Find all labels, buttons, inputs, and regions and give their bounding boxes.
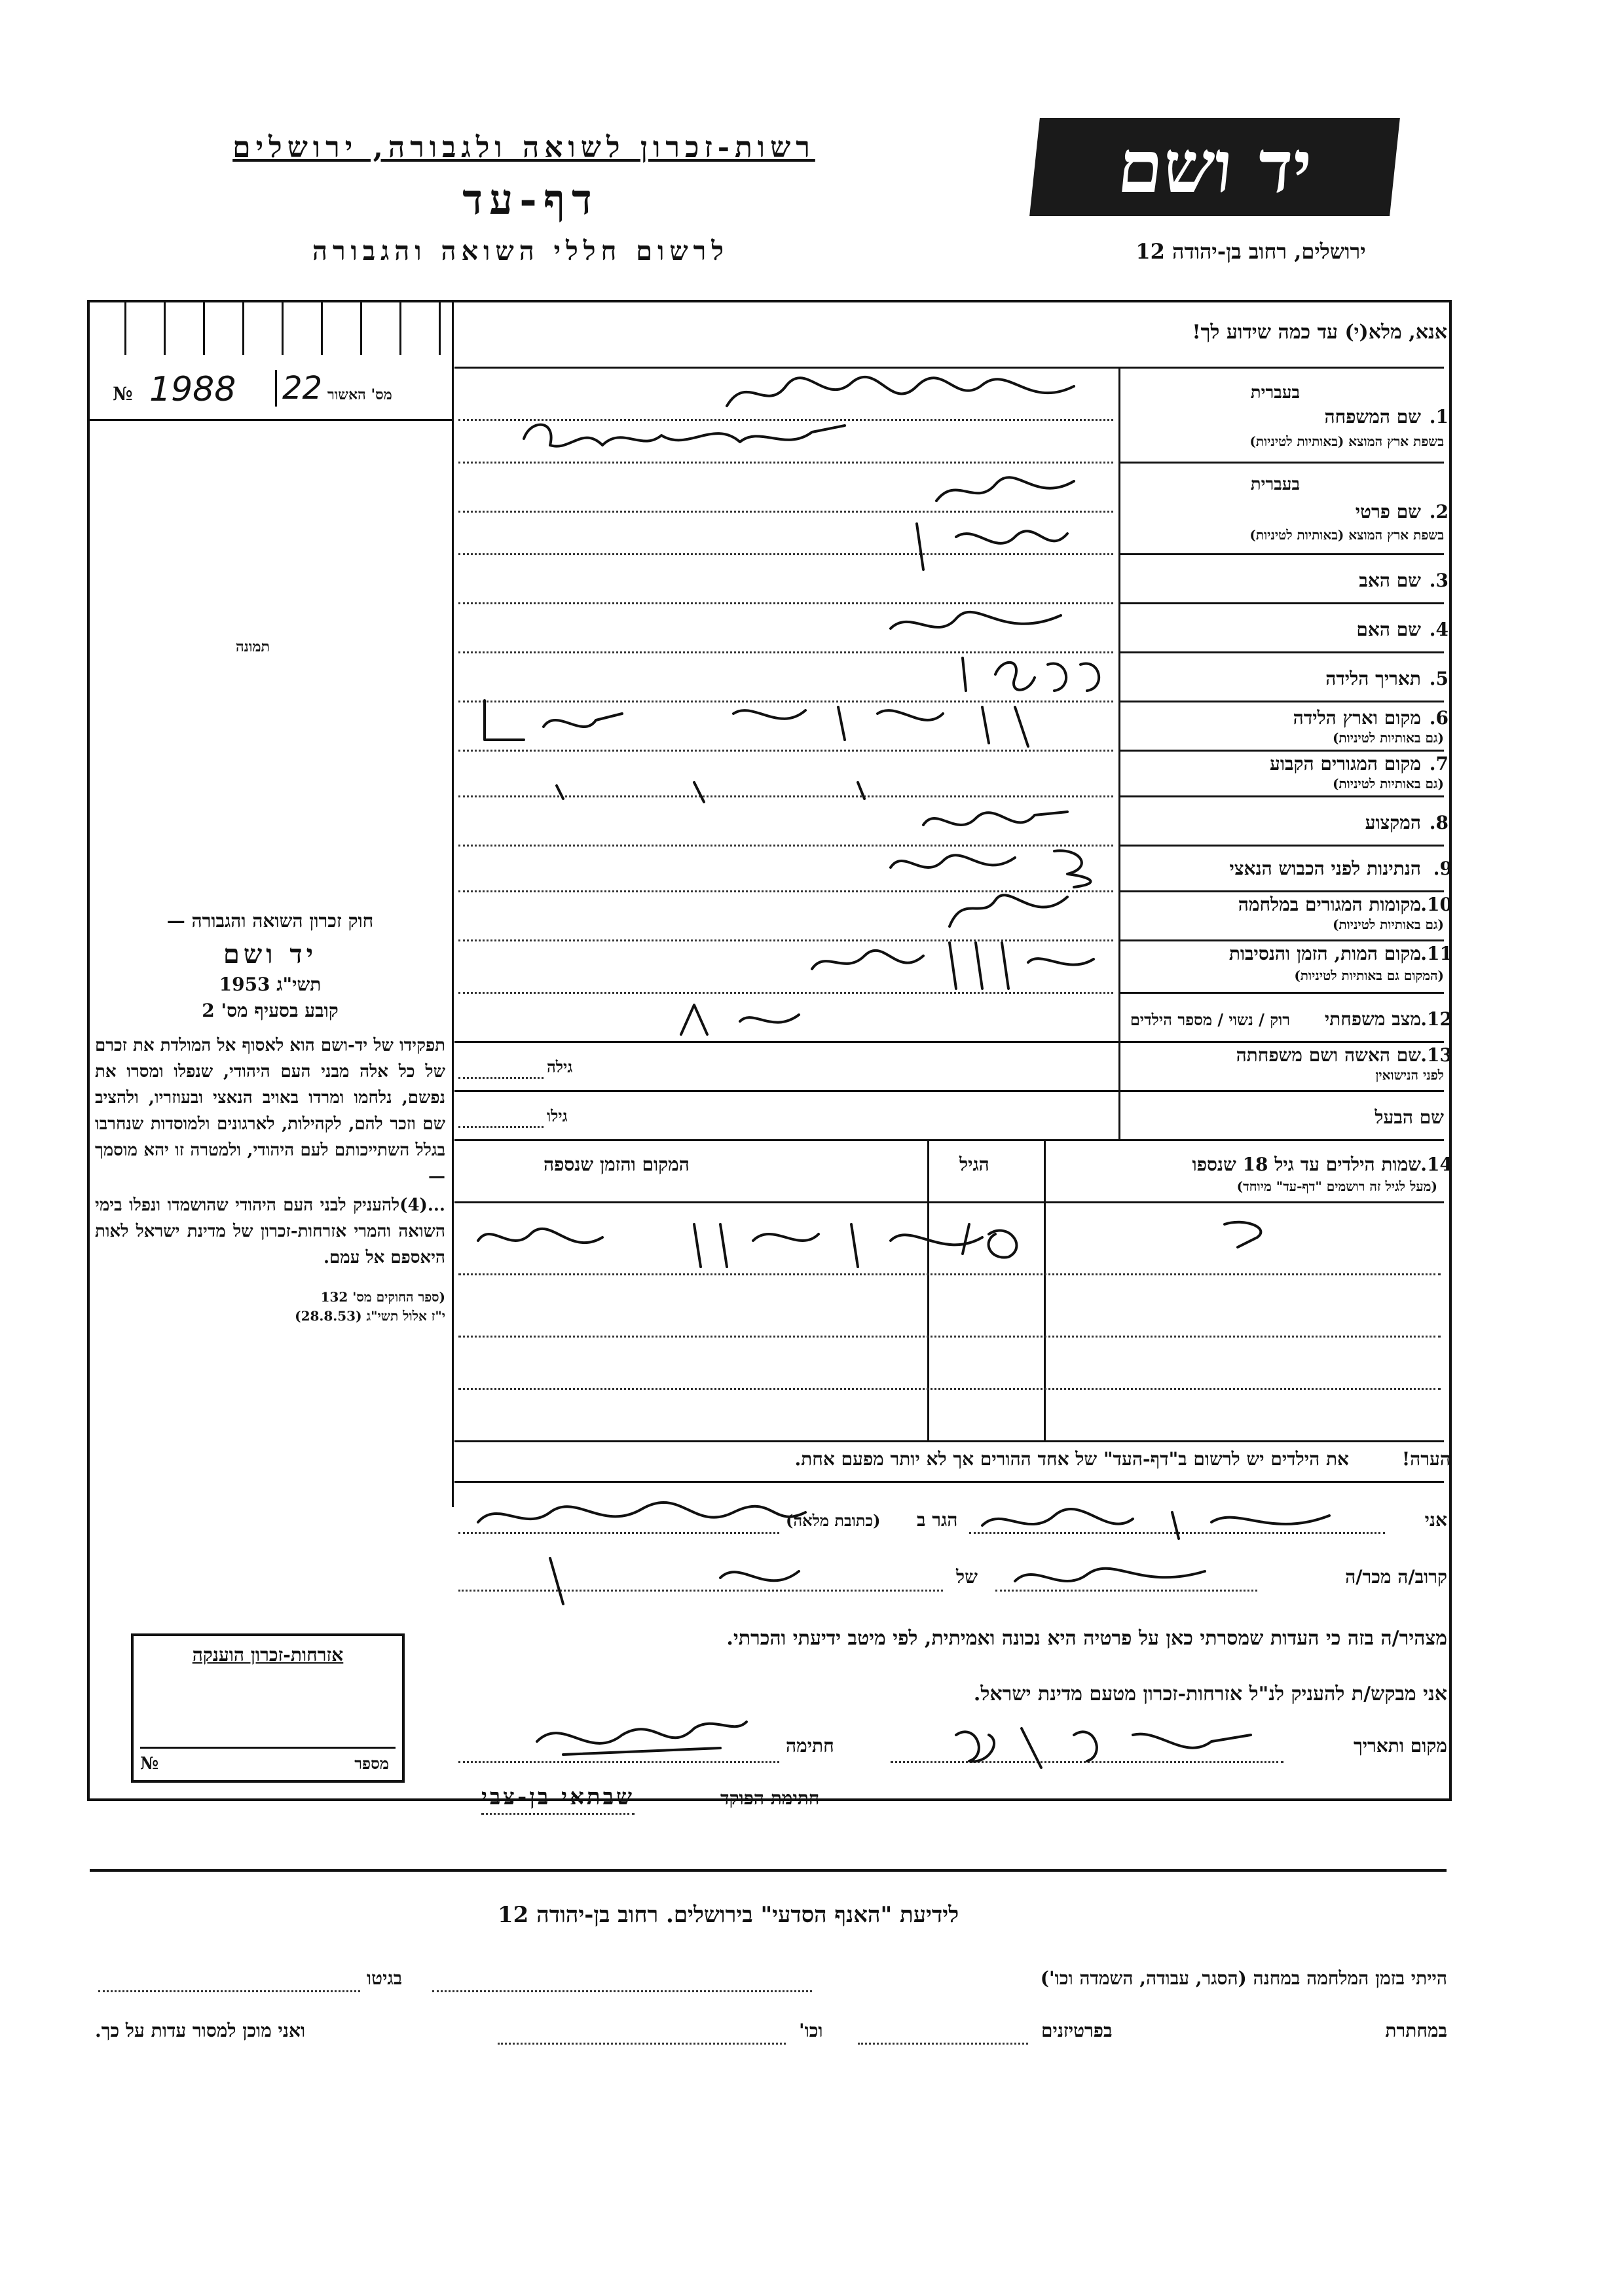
field-10-num: 10.: [1420, 894, 1452, 915]
husband-label: שם הבעל: [1375, 1106, 1444, 1128]
field-1-sub: בעברית: [1250, 383, 1300, 403]
handwriting-occupation: [917, 799, 1074, 845]
approval-number: 1988: [149, 370, 236, 409]
law-year: תשי"ג 1953: [219, 974, 322, 995]
form-subtitle: לרשום חללי השואה והגבורה: [312, 236, 729, 266]
footer-partisans: בפרטיזנים: [1041, 2020, 1113, 2041]
yad-vashem-logo: יד ושם: [1029, 118, 1400, 216]
place-date-label: מקום ותאריך: [1353, 1735, 1447, 1757]
citizenship-number-label: מספר: [354, 1754, 389, 1773]
field-11-num: 11.: [1420, 943, 1452, 964]
footer-underground: במחתרת: [1385, 2020, 1447, 2041]
field-12-label: מצב משפחתי: [1324, 1008, 1421, 1030]
field-13-num: 13.: [1420, 1044, 1452, 1066]
footer-title: לידיעת "האנף הסדעי" בירושלים. רחוב בן-יהודה 12: [498, 1902, 959, 1928]
declaration-request: אני מבקש/ת להעניק לנ"ל אזרחות-זכרון מטעם מדינת ישראל.: [973, 1683, 1447, 1705]
address: ירושלים, רחוב בן-יהודה 12: [1135, 239, 1366, 264]
footer-line1: הייתי בזמן המלחמה במחנה (הסגר, עבודה, השמדה וכו'): [1040, 1967, 1447, 1989]
field-4-label: שם האם: [1356, 619, 1421, 640]
law-body: תפקידו של יד-ושם הוא לאסוף אל המולדת את זכרם של כל אלה מבני העם היהודי, שנפלו ומסרו את נפשם, נלחמו ומרדו באויב הנאצי ובעוזריו, ולהציב שם וזכר להם, לקהילות, לארגונים ולמוסדות שנחרבו בגלל השתייכותם לעם היהודי, ולמטרה זו יהא מוסמך —: [95, 1036, 445, 1186]
field-7-label: מקום המגורים הקבוע: [1270, 753, 1421, 774]
field-12-options: רוק / נשוי / מספר הילדים: [1130, 1010, 1290, 1029]
declaration-of: של: [956, 1566, 978, 1588]
declaration-statement: מצהיר/ה בזה כי העדות שמסרתי כאן על פרטיה היא נכונה ואמיתית, לפי מיטב ידיעתי והכרתי.: [726, 1627, 1447, 1650]
footer-willing: ואני מוכן למסור עדות על כך.: [95, 2020, 306, 2041]
field-13-sub2: לפני הנישואין: [1375, 1067, 1444, 1083]
wife-age-label: גילה: [547, 1057, 573, 1076]
handwriting-child-name: [1218, 1211, 1283, 1250]
handwriting-date: [950, 1715, 1264, 1774]
handwriting-signature: [524, 1702, 760, 1768]
field-10-sub2: (גם באותיות לטיניות): [1332, 917, 1444, 932]
field-1-sub2: בשפת ארץ המוצא (באותיות לטיניות): [1249, 433, 1444, 449]
officer-stamp: שבתאי בן-צבי: [481, 1784, 635, 1815]
field-11-sub2: (המקום גם באותיות לטיניות): [1294, 968, 1444, 983]
law-body2: ...(4)להעניק לבני העם היהודי שהושמדו ונפלו בימי השואה והמרי אזרחות-זכרון של מדינת ישראל לאות היאספם אל עמם.: [95, 1195, 445, 1267]
handwriting-first-name: [930, 468, 1080, 514]
law-title: חוק זכרון השואה והגבורה —: [166, 910, 374, 932]
handwriting-death-place: [805, 936, 1107, 995]
field-11-label: מקום המות, הזמן והנסיבות: [1228, 943, 1421, 964]
note-label: הערה!: [1401, 1448, 1450, 1470]
declaration-relative: קרוב/ה מכר/ה: [1345, 1566, 1447, 1588]
field-7-sub2: (גם באותיות לטיניות): [1332, 776, 1444, 792]
children-age-col: הגיל: [959, 1154, 989, 1175]
field-9-num: 9.: [1433, 858, 1452, 879]
approval-sub-number: 22: [275, 370, 322, 407]
photo-label: תמונה: [236, 638, 270, 655]
field-13-label: שם האשה ושם משפחתה: [1236, 1044, 1421, 1066]
field-3-num: 3.: [1429, 570, 1449, 591]
law-ref2: י"ז אלול תשי"ג (28.8.53): [295, 1308, 445, 1324]
handwriting-mother-name: [884, 602, 1067, 648]
citizenship-no: №: [140, 1754, 159, 1774]
officer-signature-label: חתימת הפוקד: [720, 1787, 820, 1809]
handwriting-marital-status: [674, 995, 805, 1048]
handwriting-birth-place: [471, 694, 1087, 753]
field-12-num: 12.: [1420, 1008, 1452, 1030]
handwriting-family-name-hebrew: [720, 367, 1087, 419]
field-7-num: 7.: [1429, 753, 1449, 774]
instructions: אנא, מלא(י) עד כמה שידוע לך!: [1192, 321, 1447, 344]
footer-etc: וכו': [799, 2020, 823, 2041]
citizenship-title: אזרחות-זכרון הוענקה: [192, 1644, 344, 1666]
field-6-sub2: (גם באותיות לטיניות): [1332, 730, 1444, 746]
field-4-num: 4.: [1429, 619, 1449, 640]
field-3-label: שם האב: [1359, 570, 1421, 591]
handwriting-witness-address: [471, 1493, 812, 1545]
field-9-label: הנתינות לפני הכבוש הנאצי: [1229, 858, 1421, 879]
declaration-address-label: (כתובת מלאה): [786, 1511, 881, 1530]
law-name: יד ושם: [223, 939, 318, 970]
field-5-num: 5.: [1429, 668, 1449, 689]
field-10-label: מקומות המגורים במלחמה: [1238, 894, 1421, 915]
handwriting-nationality: [884, 841, 1120, 887]
handwriting-family-name-latin: [517, 412, 858, 465]
approval-ticks: [92, 302, 452, 355]
handwriting-residence: [550, 773, 877, 812]
field-8-num: 8.: [1429, 812, 1449, 833]
children-sub: (מעל לגיל זה רושמים "דף-עד" מיוחד): [1236, 1178, 1437, 1194]
handwriting-relation: [1008, 1555, 1218, 1601]
children-num: 14.: [1420, 1154, 1452, 1175]
citizenship-box: [131, 1633, 405, 1783]
field-5-label: תאריך הלידה: [1325, 668, 1421, 689]
law-box: [95, 910, 445, 1324]
note-text: את הילדים יש לרשום ב"דף-העד" של אחד ההורים אך לא יותר מפעם אחת.: [794, 1448, 1349, 1470]
authority-line: רשות-זכרון לשואה ולגבורה, ירושלים: [232, 131, 815, 164]
declaration-residing: הגר ב: [917, 1509, 958, 1531]
field-2-sub2: בשפת ארץ המוצא (באותיות לטיניות): [1249, 527, 1444, 543]
field-1-num: 1.: [1429, 406, 1449, 428]
field-2-sub: בעברית: [1250, 475, 1300, 494]
declaration-i: אני: [1424, 1509, 1447, 1531]
form-title: דף-עד: [462, 175, 599, 225]
signature-label: חתימה: [786, 1735, 834, 1757]
law-ref: (ספר החוקים מס' 132: [320, 1289, 445, 1305]
children-place-col: המקום והזמן שנספה: [544, 1154, 690, 1175]
field-8-label: המקצוע: [1365, 812, 1421, 833]
law-clause: קובע בסעיף מס' 2: [202, 1000, 339, 1021]
handwriting-witness-name: [976, 1499, 1342, 1545]
field-2-label: שם פרטי: [1355, 501, 1421, 522]
field-2-num: 2.: [1429, 501, 1449, 522]
footer-ghetto: בגיטו: [367, 1967, 403, 1989]
handwriting-wartime-residence: [943, 887, 1074, 939]
husband-age-label: גילו: [547, 1106, 568, 1125]
approval-no-symbol: №: [113, 383, 133, 405]
handwriting-child-age: [956, 1214, 1035, 1267]
field-6-label: מקום וארץ הלידה: [1293, 707, 1421, 729]
field-6-num: 6.: [1429, 707, 1449, 729]
handwriting-birth-date: [956, 651, 1113, 697]
children-label: שמות הילדים עד גיל 18 שנספו: [1192, 1154, 1421, 1175]
field-1-label: שם המשפחה: [1324, 406, 1421, 428]
handwriting-relation-of: [537, 1552, 812, 1611]
approval-label: מס' האשור: [327, 386, 392, 403]
handwriting-father-name: [904, 517, 1074, 576]
